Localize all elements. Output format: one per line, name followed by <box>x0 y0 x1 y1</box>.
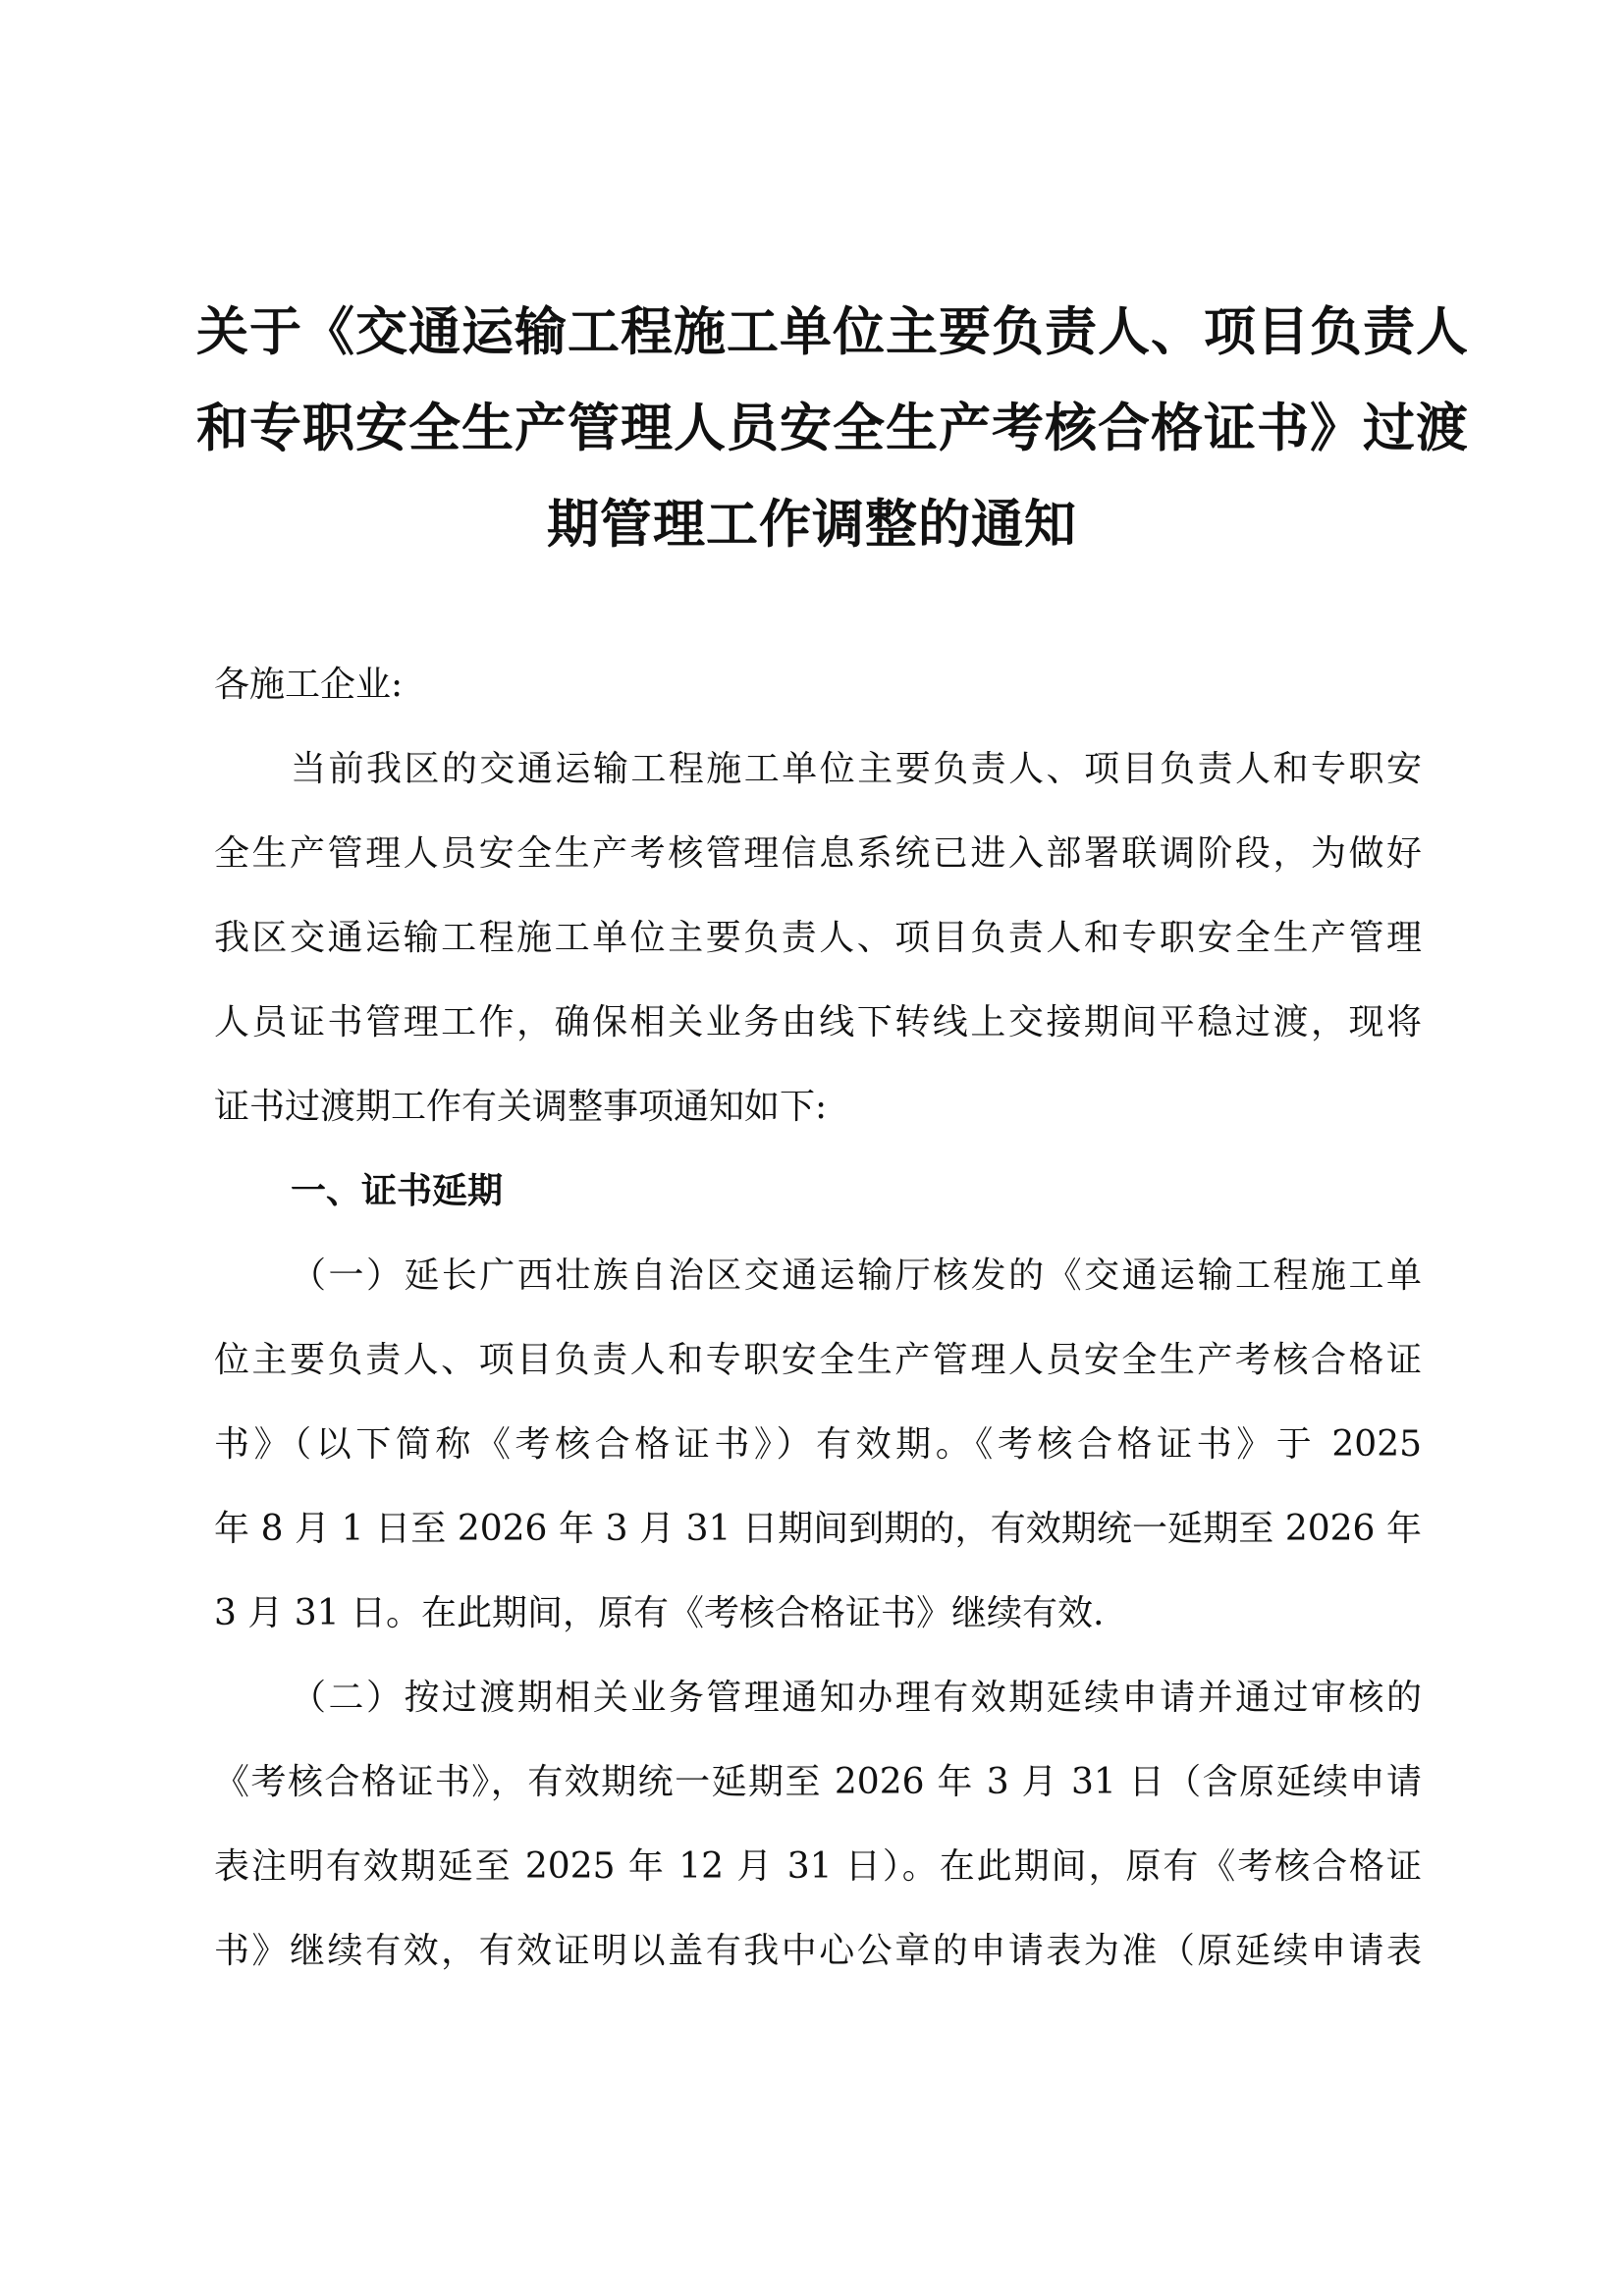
salutation: 各施工企业: <box>214 665 404 705</box>
title-line-3: 期管理工作调整的通知 <box>547 495 1077 555</box>
section-heading-certificate-extension: 一、证书延期 <box>291 1171 504 1211</box>
item-1-line-4: 年 8 月 1 日至 2026 年 3 月 31 日期间到期的，有效期统一延期至 2026 年 <box>214 1509 1422 1549</box>
item-2-line-4: 书》继续有效，有效证明以盖有我中心公章的申请表为准（原延续申请表 <box>214 1931 1422 1971</box>
document-title <box>196 285 1469 573</box>
intro-line-3: 我区交通运输工程施工单位主要负责人、项目负责人和专职安全生产管理 <box>214 918 1422 958</box>
document-body <box>214 643 1422 1994</box>
item-1-line-2: 位主要负责人、项目负责人和专职安全生产管理人员安全生产考核合格证 <box>214 1340 1422 1380</box>
intro-line-4: 人员证书管理工作，确保相关业务由线下转线上交接期间平稳过渡，现将 <box>214 1002 1422 1042</box>
title-line-1: 关于《交通运输工程施工单位主要负责人、项目负责人 <box>196 302 1469 362</box>
item-2-line-3: 表注明有效期延至 2025 年 12 月 31 日）。在此期间，原有《考核合格证 <box>214 1846 1422 1887</box>
intro-line-1: 当前我区的交通运输工程施工单位主要负责人、项目负责人和专职安 <box>291 749 1422 789</box>
item-2-line-1: （二）按过渡期相关业务管理通知办理有效期延续申请并通过审核的 <box>291 1678 1422 1718</box>
item-1-line-5: 3 月 31 日。在此期间，原有《考核合格证书》继续有效. <box>214 1593 1105 1633</box>
item-1-line-1: （一）延长广西壮族自治区交通运输厅核发的《交通运输工程施工单 <box>291 1255 1422 1296</box>
item-1-line-3: 书》（以下简称《考核合格证书》）有效期。《考核合格证书》于 2025 <box>214 1424 1422 1465</box>
item-2-line-2: 《考核合格证书》，有效期统一延期至 2026 年 3 月 31 日（含原延续申请 <box>214 1762 1422 1802</box>
title-line-2: 和专职安全生产管理人员安全生产考核合格证书》过渡 <box>196 399 1469 458</box>
intro-line-5: 证书过渡期工作有关调整事项通知如下: <box>214 1087 828 1127</box>
intro-line-2: 全生产管理人员安全生产考核管理信息系统已进入部署联调阶段，为做好 <box>214 833 1422 874</box>
